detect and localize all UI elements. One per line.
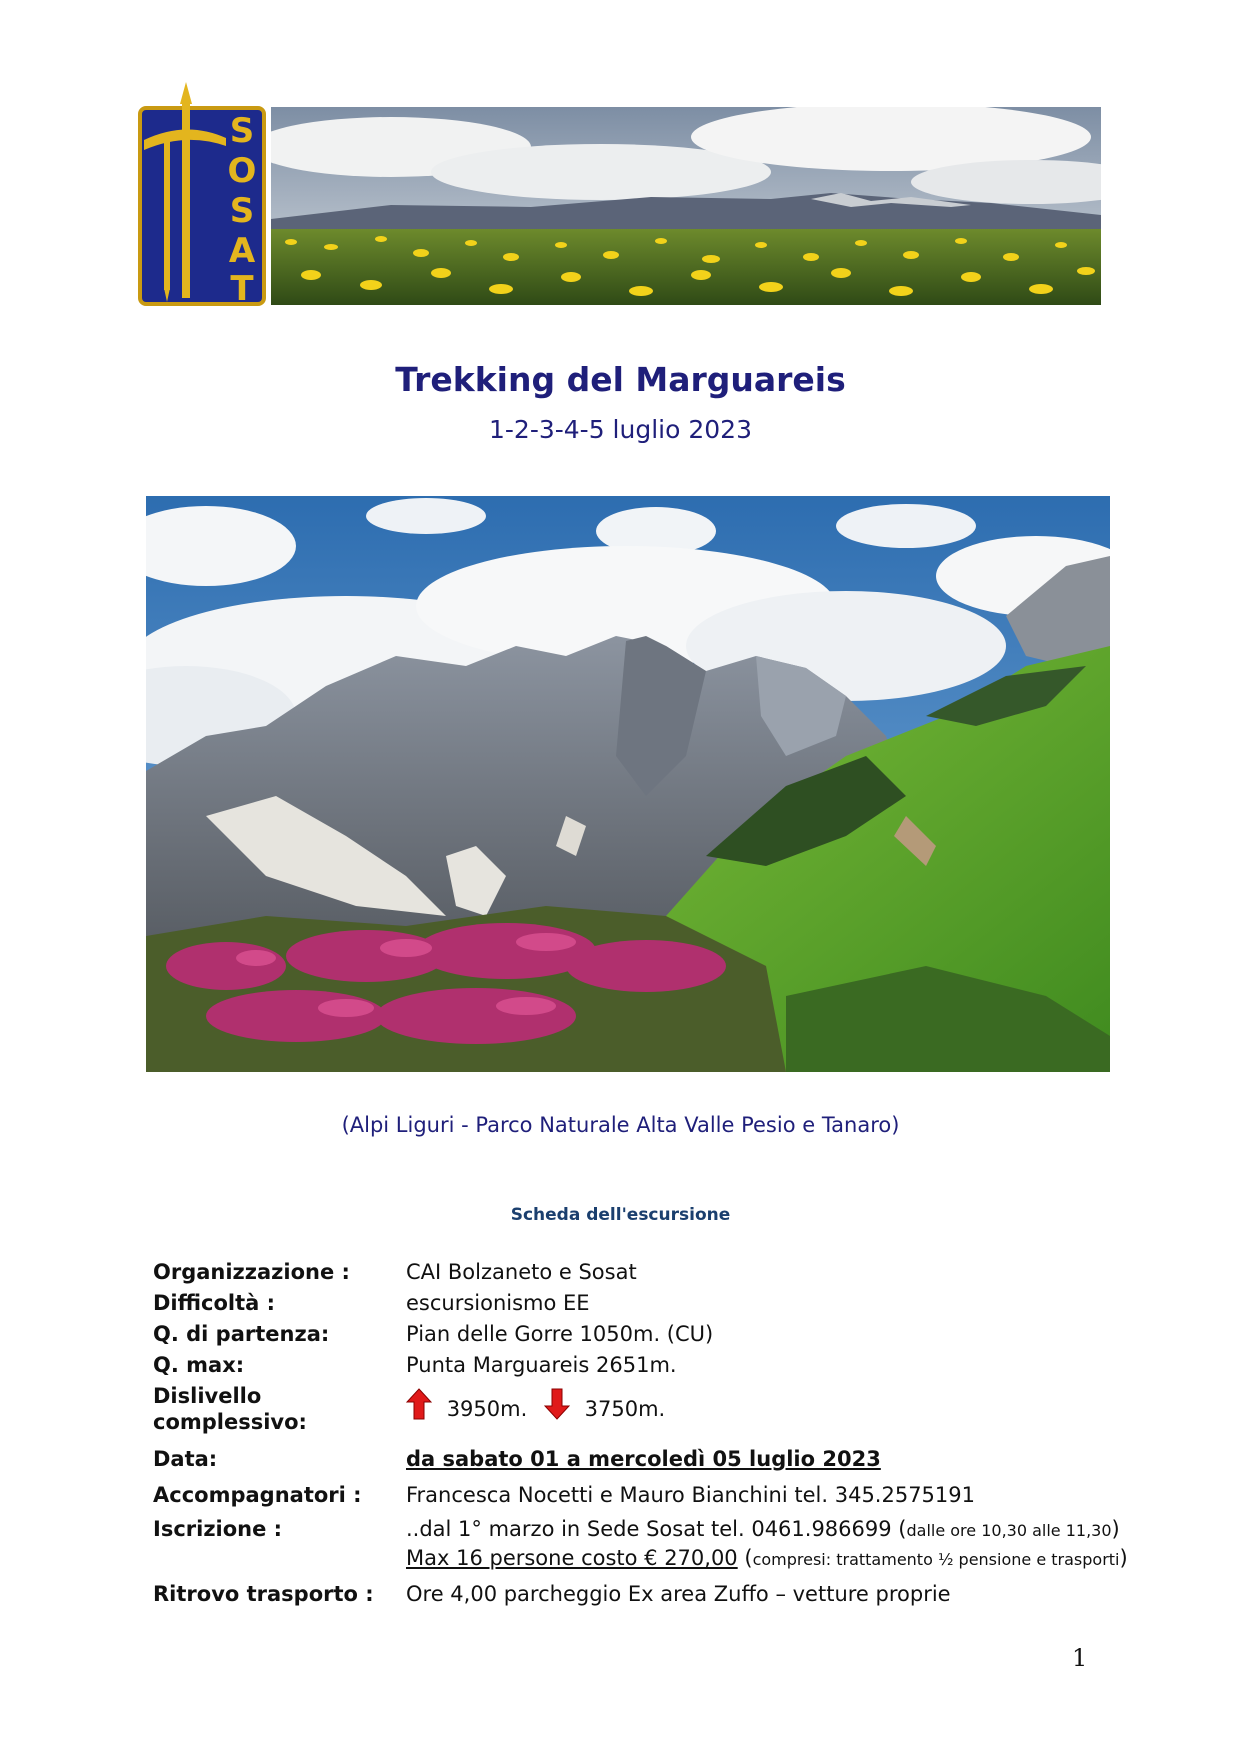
svg-text:S: S (229, 111, 255, 151)
mountain-photo (146, 496, 1110, 1072)
iscrizione-cost: Max 16 persone costo € 270,00 (406, 1546, 738, 1570)
page-number: 1 (1072, 1644, 1088, 1672)
dislivello-down: 3750m. (584, 1397, 666, 1421)
iscrizione-line1: ..dal 1° marzo in Sede Sosat tel. 0461.986699 ( (406, 1517, 907, 1541)
label-dislivello-line1: Dislivello (153, 1384, 262, 1408)
dislivello-up: 3950m. (446, 1397, 528, 1421)
sosat-logo (138, 80, 266, 306)
label-partenza: Q. di partenza: (153, 1322, 330, 1346)
value-dislivello (406, 1388, 665, 1420)
iscrizione-line1-end: ) (1111, 1517, 1120, 1541)
label-max: Q. max: (153, 1353, 245, 1377)
iscrizione-open: ( (737, 1546, 753, 1570)
value-iscrizione-line2 (406, 1545, 1128, 1573)
photo-caption: (Alpi Liguri - Parco Naturale Alta Valle Pesio e Tanaro) (341, 1113, 900, 1137)
label-ritrovo: Ritrovo trasporto : (153, 1582, 374, 1606)
iscrizione-includes: compresi: trattamento ½ pensione e trasporti (752, 1550, 1120, 1569)
value-iscrizione-line1 (406, 1516, 1120, 1544)
label-organizzazione: Organizzazione : (153, 1260, 350, 1284)
label-dislivello-line2: complessivo: (153, 1410, 307, 1434)
iscrizione-hours: dalle ore 10,30 alle 11,30 (906, 1521, 1112, 1540)
header-banner-image (271, 107, 1101, 305)
value-accompagnatori: Francesca Nocetti e Mauro Bianchini tel. 345.2575191 (406, 1483, 975, 1507)
trek-dates: 1-2-3-4-5 luglio 2023 (489, 415, 752, 444)
svg-text:S: S (229, 191, 255, 231)
label-difficolta: Difficoltà : (153, 1291, 276, 1315)
label-accompagnatori: Accompagnatori : (153, 1483, 362, 1507)
svg-text:O: O (227, 151, 257, 191)
value-partenza: Pian delle Gorre 1050m. (CU) (406, 1322, 714, 1346)
label-dislivello (153, 1383, 307, 1435)
arrow-up-icon (406, 1388, 432, 1420)
label-iscrizione: Iscrizione : (153, 1517, 283, 1541)
arrow-down-icon (544, 1388, 570, 1420)
value-data: da sabato 01 a mercoledì 05 luglio 2023 (406, 1447, 881, 1471)
svg-text:T: T (230, 269, 254, 306)
value-ritrovo: Ore 4,00 parcheggio Ex area Zuffo – vetture proprie (406, 1582, 951, 1606)
label-data: Data: (153, 1447, 218, 1471)
value-organizzazione: CAI Bolzaneto e Sosat (406, 1260, 637, 1284)
page-title: Trekking del Marguareis (395, 360, 846, 399)
value-difficolta: escursionismo EE (406, 1291, 590, 1315)
value-max: Punta Marguareis 2651m. (406, 1353, 677, 1377)
iscrizione-line2-end: ) (1119, 1546, 1128, 1570)
section-title: Scheda dell'escursione (510, 1205, 731, 1225)
svg-text:A: A (228, 231, 256, 271)
